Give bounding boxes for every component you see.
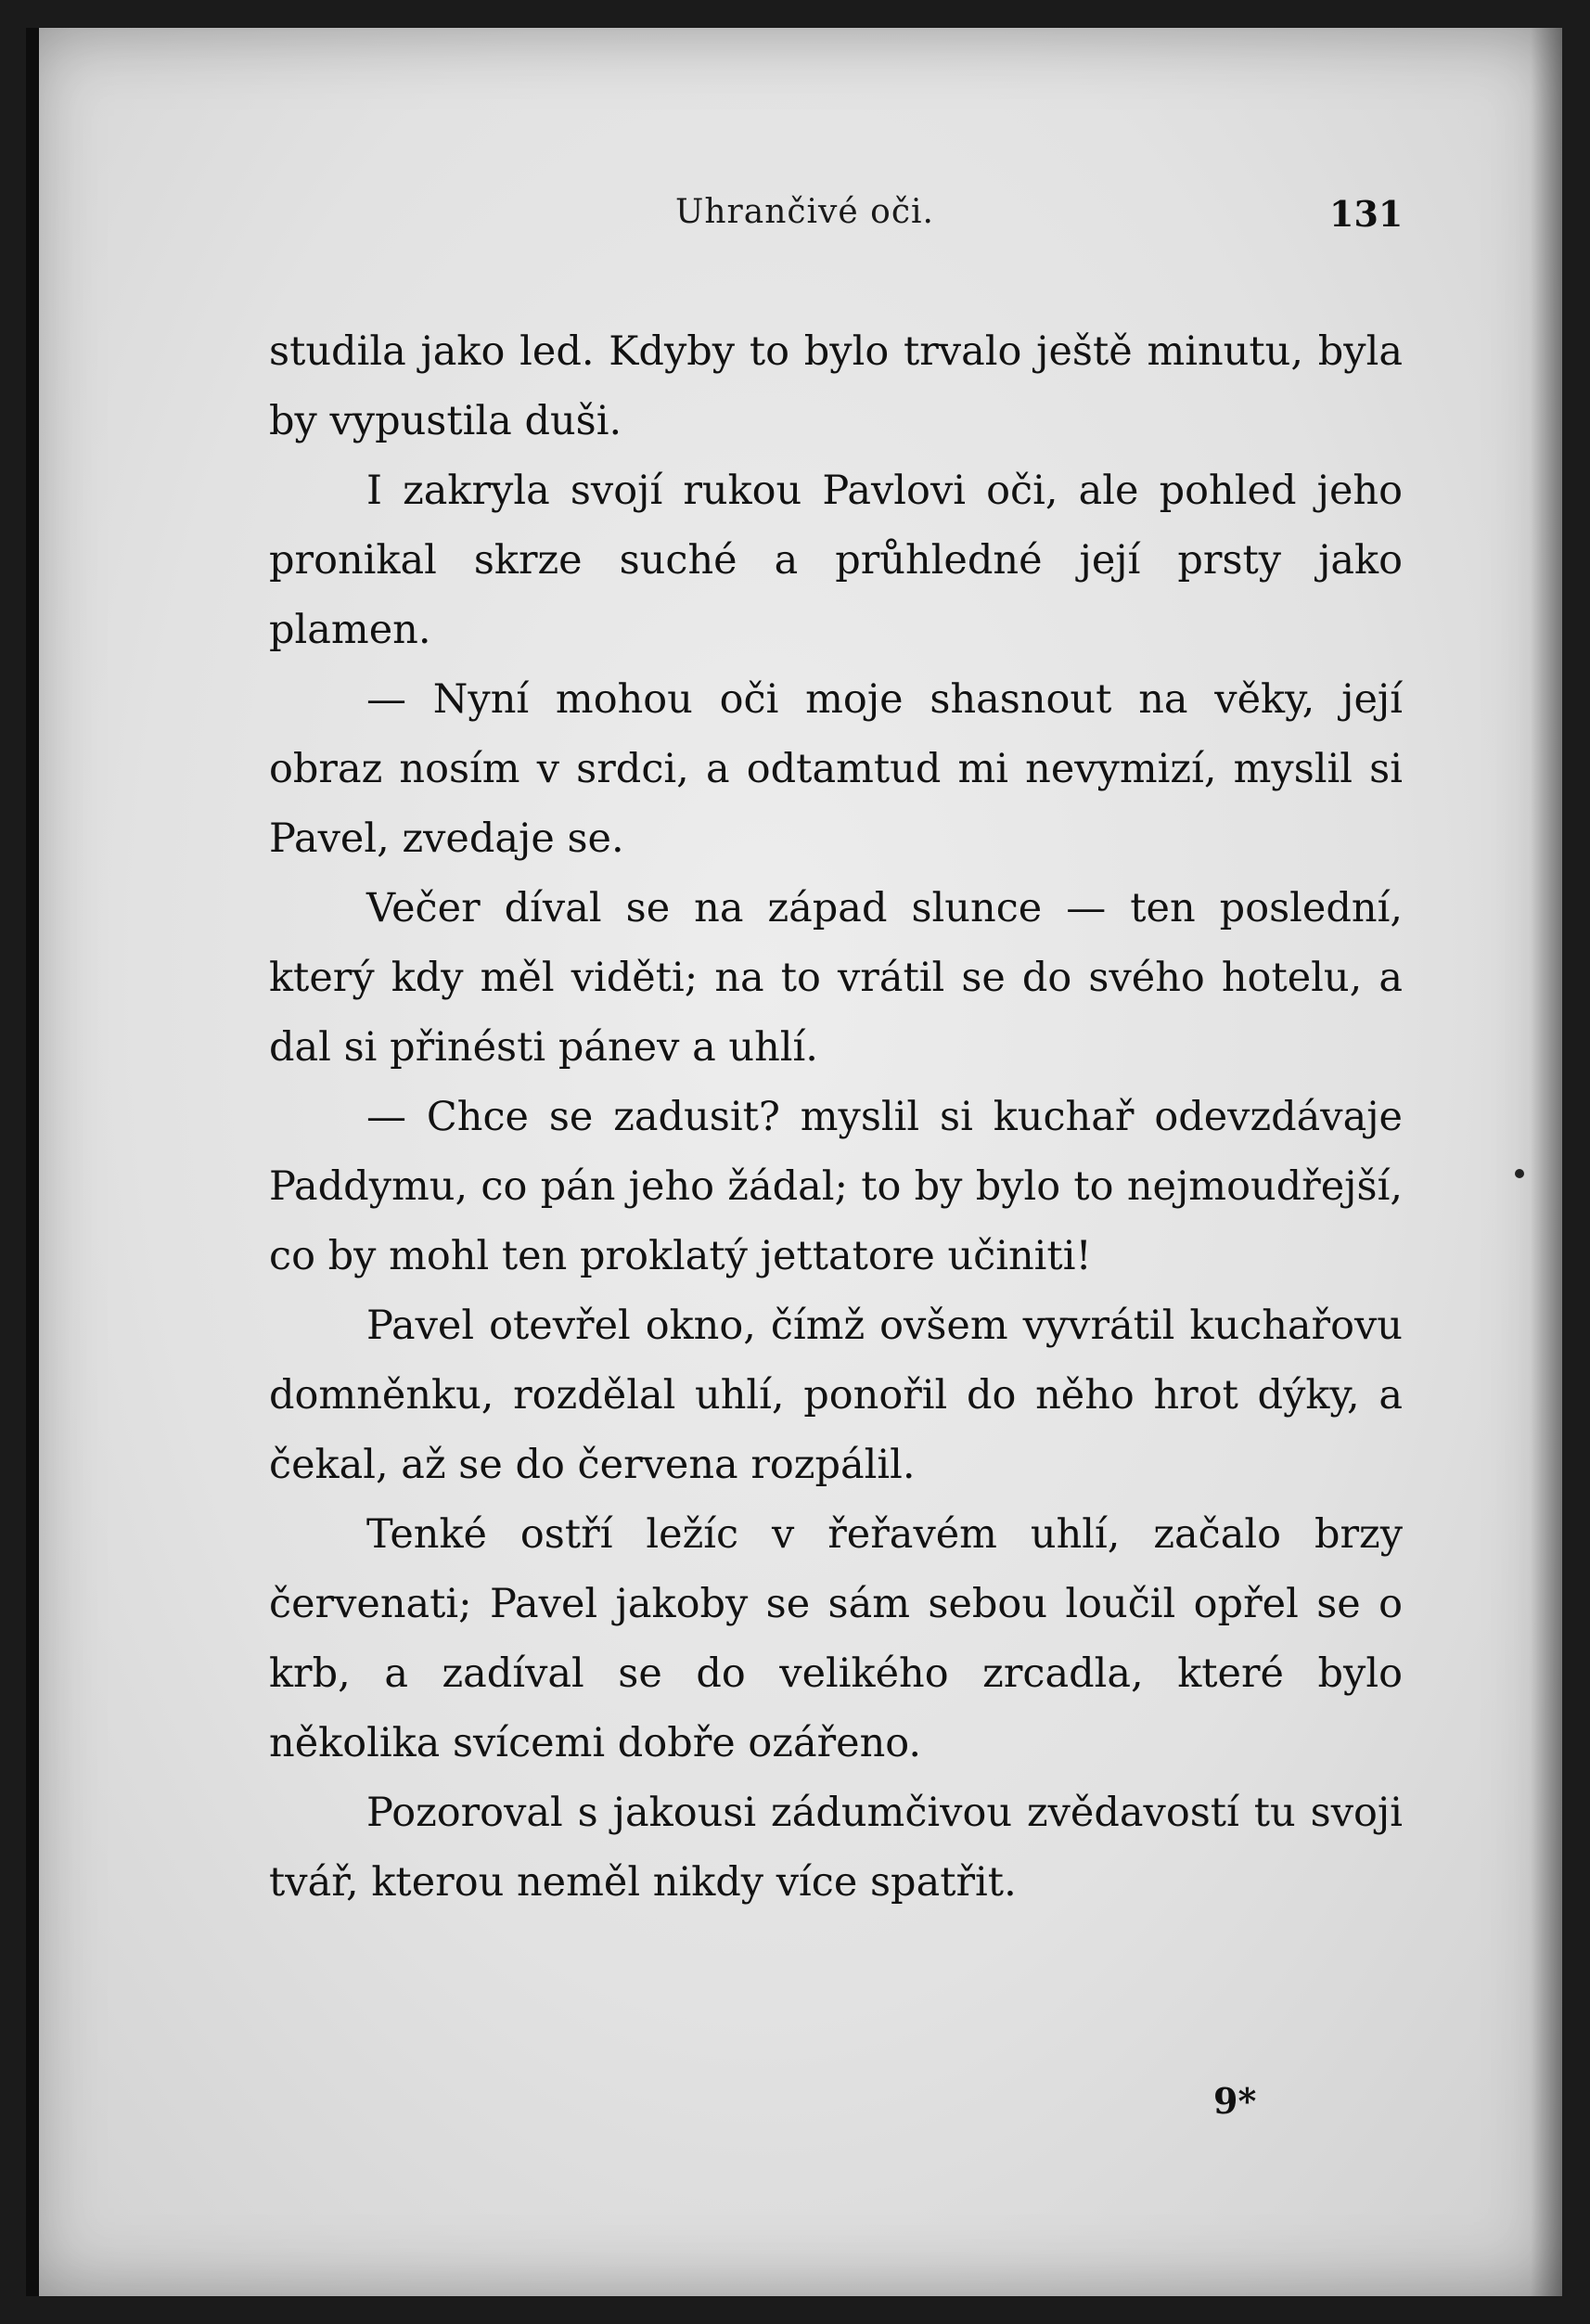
paragraph: Večer díval se na západ slunce — ten poslední, který kdy měl viděti; na to vrátil se do svého hotelu, a dal si přinésti pánev a uhlí. bbox=[269, 885, 1403, 1071]
paragraph: I zakryla svojí rukou Pavlovi oči, ale pohled jeho pronikal skrze suché a průhledné její prsty jako plamen. bbox=[269, 468, 1403, 653]
page-right-edge-shadow bbox=[1531, 28, 1562, 2296]
paragraph: Pavel otevřel okno, čímž ovšem vyvrátil kuchařovu domněnku, rozdělal uhlí, ponořil do něho hrot dýky, a čekal, až se do červena rozpálil. bbox=[269, 1303, 1403, 1488]
paragraph: — Chce se zadusit? myslil si kuchař odevzdávaje Paddymu, co pán jeho žádal; to by bylo to nejmoudřejší, co by mohl ten proklatý jettatore učiniti! bbox=[269, 1094, 1403, 1279]
signature-mark: 9* bbox=[1213, 2080, 1257, 2122]
body-text bbox=[269, 317, 1403, 1918]
paragraph: Pozoroval s jakousi zádumčivou zvědavostí tu svoji tvář, kterou neměl nikdy více spatřit. bbox=[269, 1790, 1403, 1906]
page-number: 131 bbox=[1329, 193, 1404, 235]
page-gutter-edge bbox=[26, 28, 39, 2296]
paragraph: Tenké ostří ležíc v řeřavém uhlí, začalo brzy červenati; Pavel jakoby se sám sebou loučil opřel se o krb, a zadíval se do velikého zrcadla, které bylo několika svícemi dobře ozářeno. bbox=[269, 1511, 1403, 1766]
print-speck bbox=[1515, 1169, 1524, 1178]
running-title: Uhrančivé oči. bbox=[675, 193, 934, 231]
paragraph: — Nyní mohou oči moje shasnout na věky, její obraz nosím v srdci, a odtamtud mi nevymizí, myslil si Pavel, zvedaje se. bbox=[269, 676, 1403, 862]
book-page bbox=[26, 28, 1562, 2296]
paragraph-continued: studila jako led. Kdyby to bylo trvalo ještě minutu, byla by vypustila duši. bbox=[269, 328, 1403, 444]
